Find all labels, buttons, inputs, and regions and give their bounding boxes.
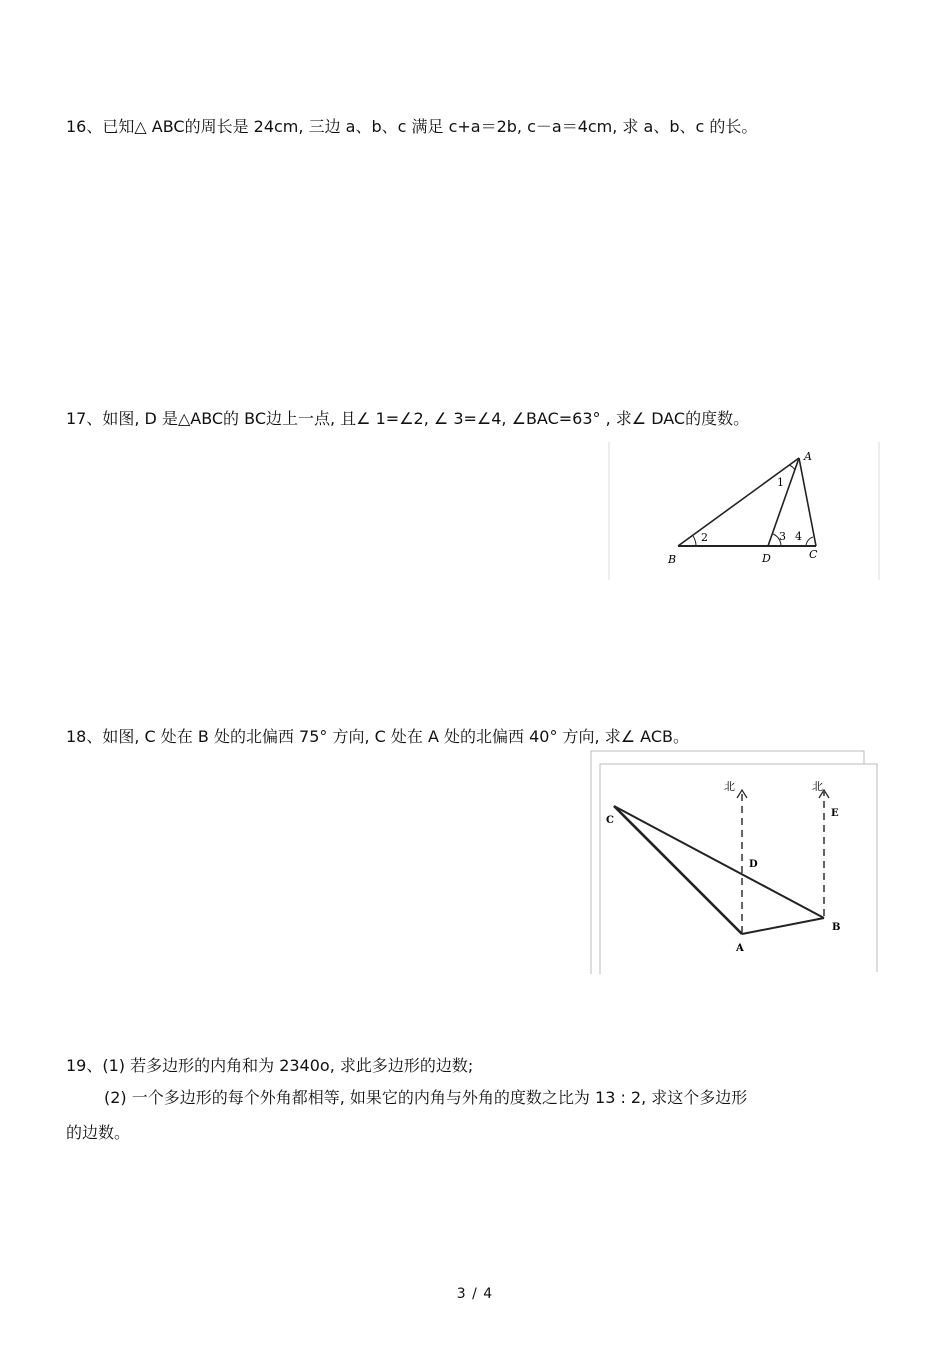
figure18-label-d: D: [749, 859, 758, 870]
problem-17-text: 17、如图, D 是△ABC的 BC边上一点, 且∠ 1=∠2, ∠ 3=∠4, ∠BAC=63° , 求∠ DAC的度数。: [66, 409, 750, 428]
figure17-label-angle2: 2: [701, 531, 708, 544]
problem-19-line2: (2) 一个多边形的每个外角都相等, 如果它的内角与外角的度数之比为 13 : 2, 求这个多边形: [104, 1088, 748, 1107]
problem-19-line3: 的边数。: [66, 1123, 131, 1142]
page-number: 3 / 4: [456, 1286, 494, 1302]
figure17-label-a: A: [804, 450, 812, 463]
figure18-label-north2: 北: [812, 780, 823, 793]
figure18-label-e: E: [831, 808, 839, 819]
figure17-label-c: C: [809, 548, 818, 561]
figure18-label-north1: 北: [724, 780, 735, 793]
figure18-label-c: C: [606, 815, 614, 826]
problem-18-text: 18、如图, C 处在 B 处的北偏西 75° 方向, C 处在 A 处的北偏西 40° 方向, 求∠ ACB。: [66, 727, 689, 746]
problem-19-line1: 19、(1) 若多边形的内角和为 2340o, 求此多边形的边数;: [66, 1056, 474, 1075]
figure17-label-b: B: [668, 553, 677, 566]
problem-17-figure: [608, 442, 880, 582]
figure18-label-b: B: [832, 922, 841, 933]
figure17-label-d: D: [762, 552, 771, 565]
problem-18-figure: [590, 750, 880, 975]
figure17-label-angle1: 1: [777, 476, 784, 489]
figure18-label-a: A: [736, 943, 744, 954]
problem-16-text: 16、已知△ ABC的周长是 24cm, 三边 a、b、c 满足 c+a＝2b, c－a＝4cm, 求 a、b、c 的长。: [66, 117, 758, 136]
figure17-label-angle3: 3: [779, 530, 786, 543]
figure17-label-angle4: 4: [795, 530, 802, 543]
